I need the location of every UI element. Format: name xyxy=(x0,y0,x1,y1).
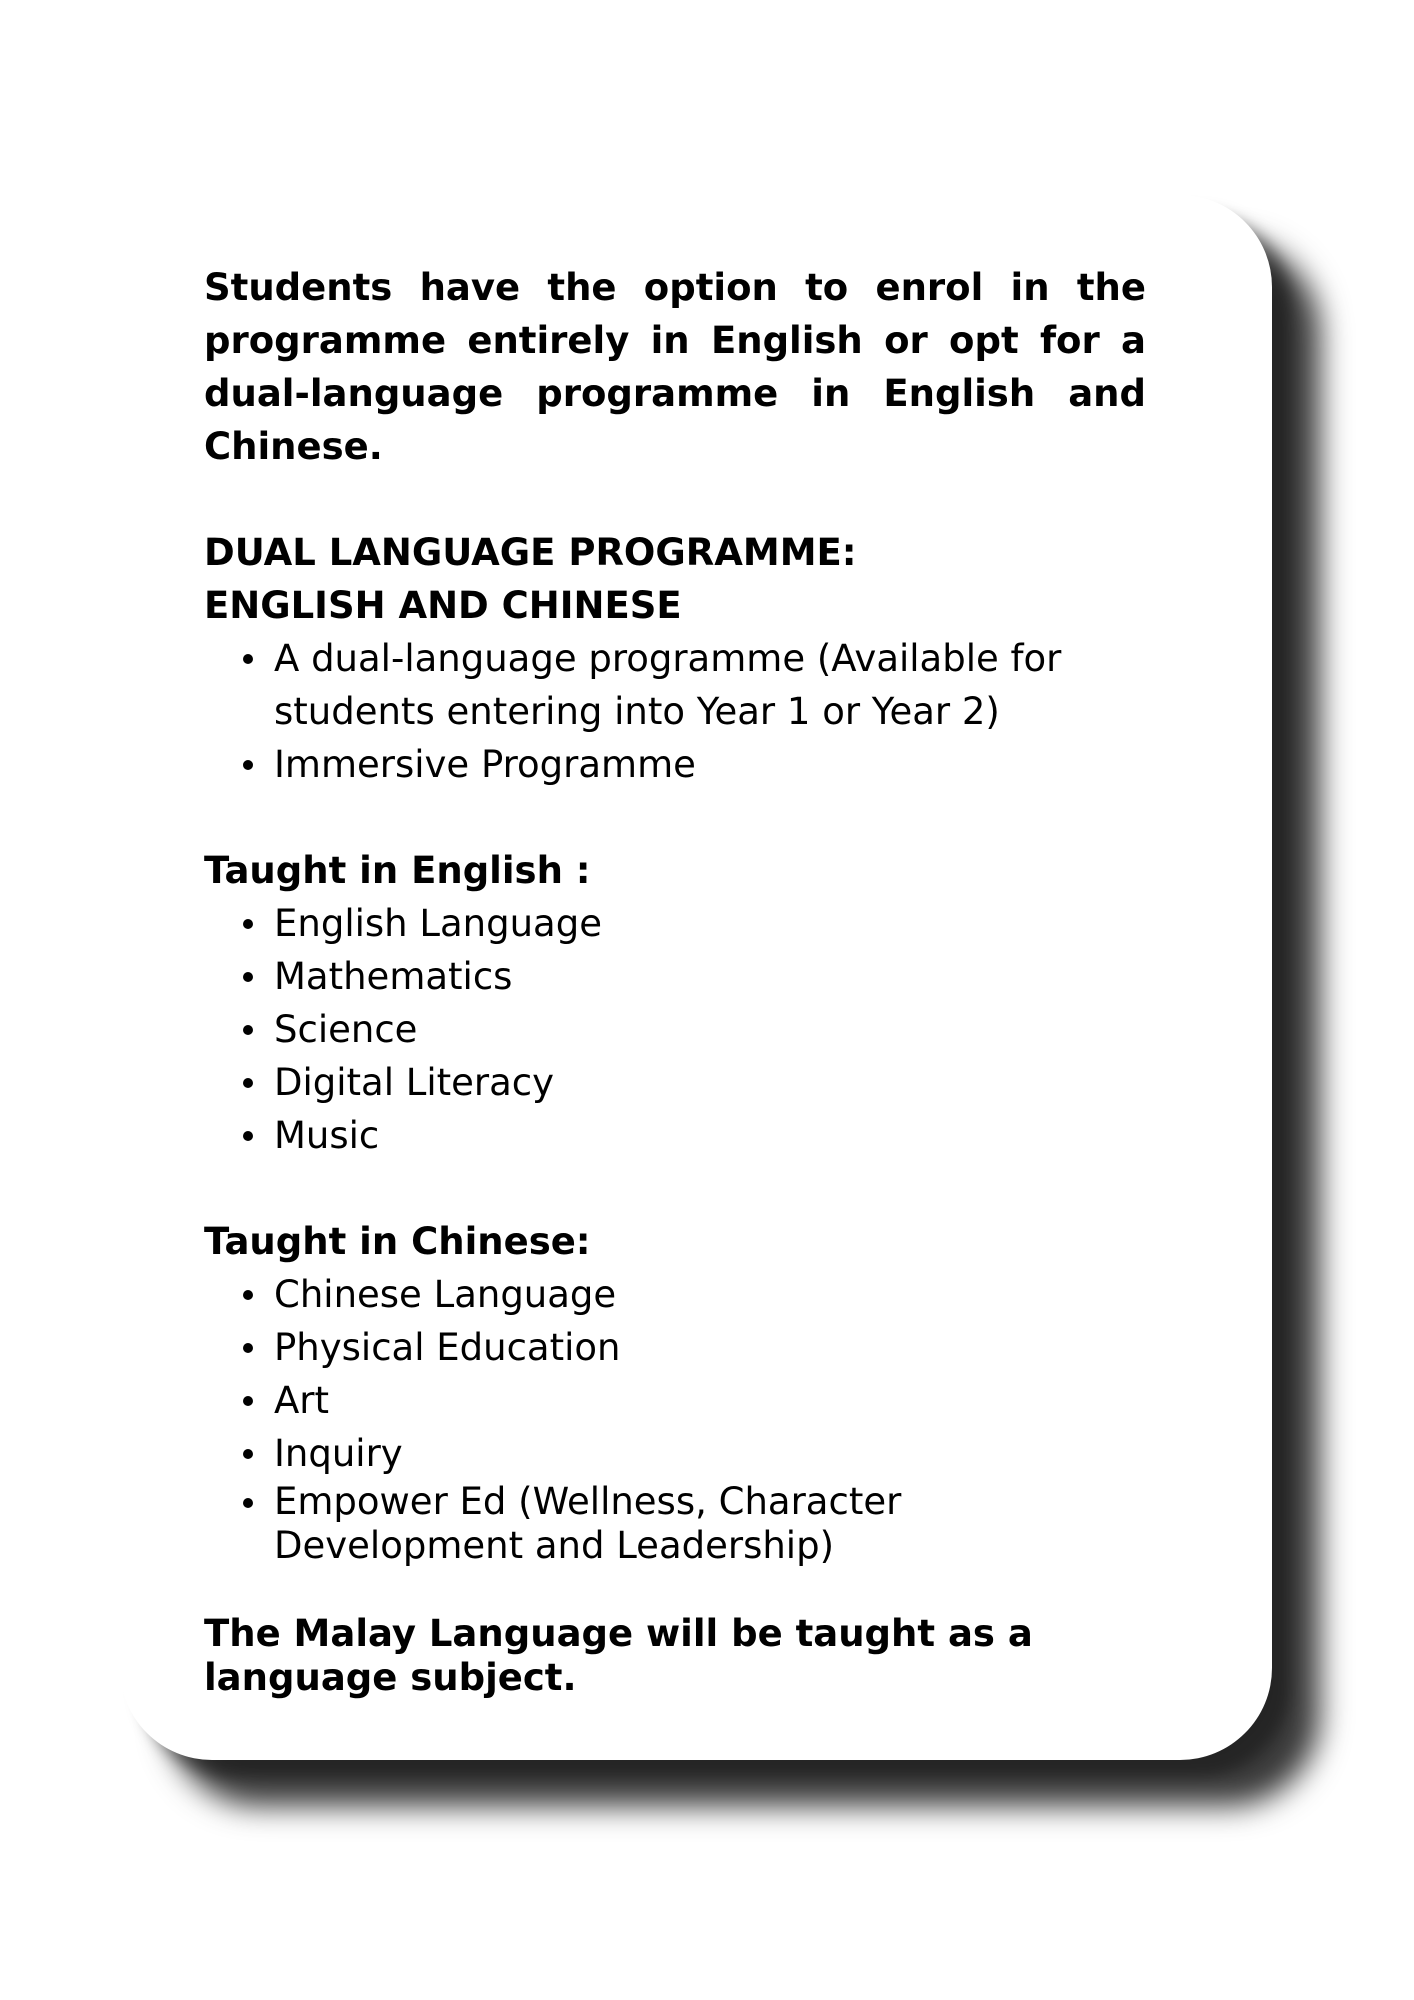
bullet-icon xyxy=(243,919,253,929)
bullet-icon xyxy=(243,1498,253,1508)
dual-heading-line2: ENGLISH AND CHINESE xyxy=(204,584,682,627)
list-item xyxy=(274,1056,1146,1109)
bullet-icon xyxy=(243,1343,253,1353)
list-item-text: Mathematics xyxy=(274,955,513,998)
list-item-text: English Language xyxy=(274,902,602,945)
list-item xyxy=(274,632,1146,738)
bullet-icon xyxy=(243,1078,253,1088)
bullet-icon xyxy=(243,1025,253,1035)
bullet-icon xyxy=(243,972,253,982)
list-item xyxy=(274,1427,1146,1480)
list-item xyxy=(274,1268,1146,1321)
list-item xyxy=(274,1321,1146,1374)
list-item-text: Music xyxy=(274,1114,380,1157)
chinese-subjects-list xyxy=(204,1268,1146,1568)
dual-programme-list xyxy=(204,632,1146,791)
bullet-icon xyxy=(243,1449,253,1459)
info-card xyxy=(120,195,1272,1760)
closing-note: The Malay Language will be taught as a language subject. xyxy=(204,1612,1033,1699)
chinese-subjects-heading: Taught in Chinese: xyxy=(204,1220,591,1263)
list-item xyxy=(274,897,1146,950)
list-item-text: Inquiry xyxy=(274,1432,403,1475)
list-item xyxy=(274,1109,1146,1162)
list-item-text: A dual-language programme (Available for students entering into Year 1 or Year 2) xyxy=(274,637,1062,733)
list-item xyxy=(274,1003,1146,1056)
list-item-text: Physical Education xyxy=(274,1326,621,1369)
english-subjects-heading: Taught in English : xyxy=(204,849,591,892)
list-item xyxy=(274,738,1146,791)
bullet-icon xyxy=(243,654,253,664)
bullet-icon xyxy=(243,1131,253,1141)
list-item xyxy=(274,1374,1146,1427)
bullet-icon xyxy=(243,760,253,770)
list-item-text: Science xyxy=(274,1008,418,1051)
list-item xyxy=(274,950,1146,1003)
dual-programme-heading xyxy=(204,526,1146,632)
dual-heading-line1: DUAL LANGUAGE PROGRAMME: xyxy=(204,531,857,574)
list-item-text: Chinese Language xyxy=(274,1273,617,1316)
list-item-text: Empower Ed (Wellness, Character Development and Leadership) xyxy=(274,1480,902,1567)
list-item-text: Art xyxy=(274,1379,330,1422)
bullet-icon xyxy=(243,1290,253,1300)
list-item-text: Immersive Programme xyxy=(274,743,696,786)
english-subjects-list xyxy=(204,897,1146,1162)
bullet-icon xyxy=(243,1396,253,1406)
list-item-text: Digital Literacy xyxy=(274,1061,555,1104)
list-item xyxy=(274,1480,1146,1568)
intro-paragraph: Students have the option to enrol in the programme entirely in English or opt for a dual-language programme in English and Chinese. xyxy=(204,266,1146,468)
